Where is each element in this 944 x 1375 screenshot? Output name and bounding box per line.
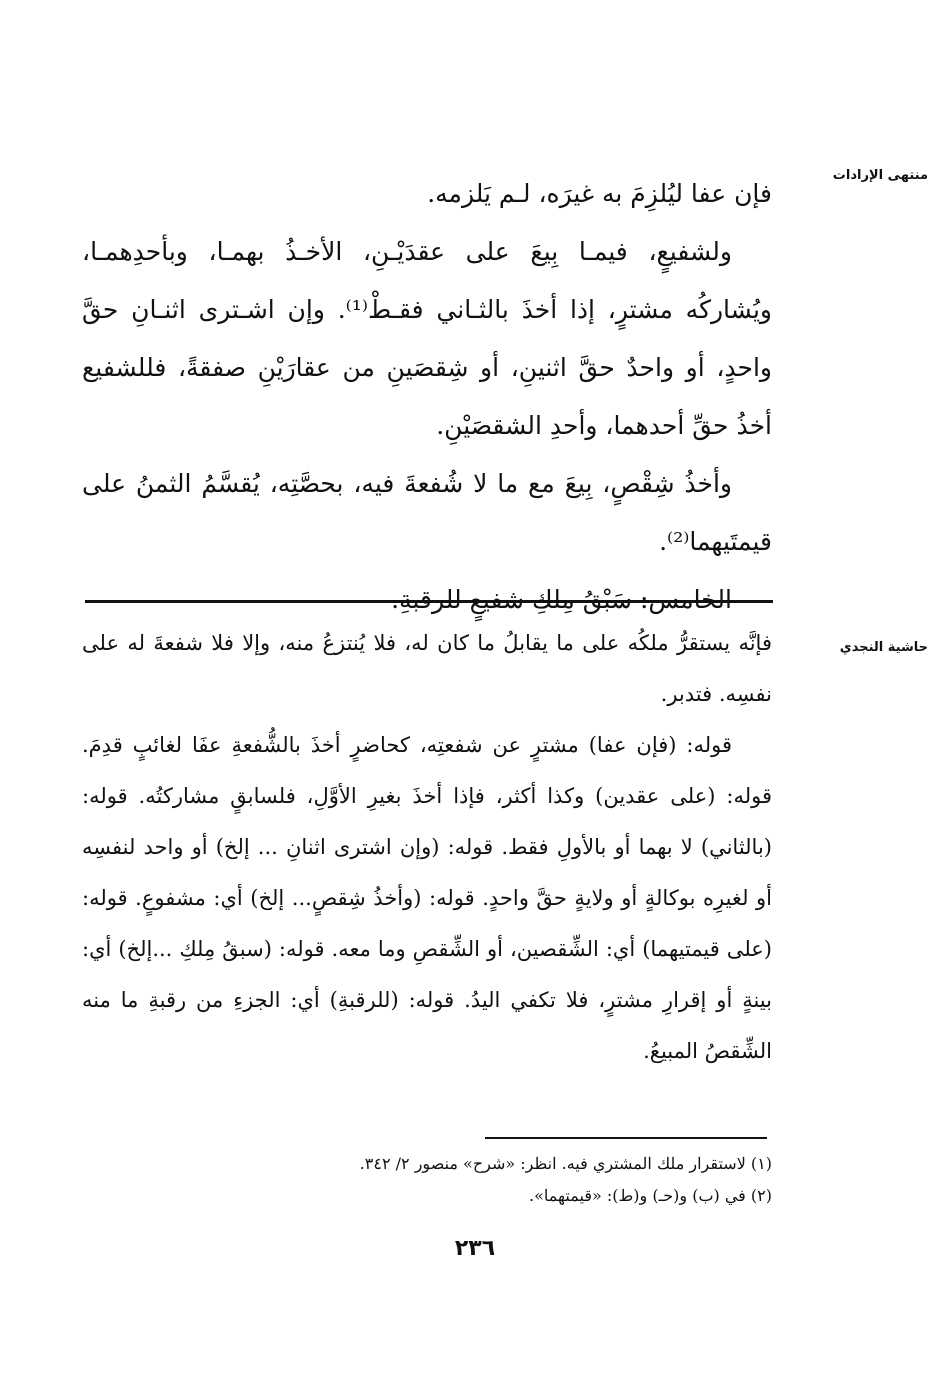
hashiya-text: [82, 618, 772, 1077]
main-paragraph-1: فإن عفا ليُلزِمَ به غيرَه، لـم يَلزمه.: [427, 179, 772, 208]
side-label-hashiya: حاشية النجدي: [839, 640, 928, 655]
main-text: [82, 165, 772, 629]
footnote-divider: [485, 1137, 767, 1139]
footnotes: [282, 1148, 772, 1212]
main-paragraph-4: الخامس: سَبْقُ مِلكِ شفيعٍ للرقبةِ.: [391, 585, 732, 614]
page-number: ٢٣٦: [454, 1236, 496, 1261]
footnote-1: (١) لاستقرار ملك المشتري فيه. انظر: «شرح» منصور ٢/ ٣٤٢.: [359, 1154, 772, 1173]
main-paragraph-3: وأخذُ شِقْصٍ، بِيعَ مع ما لا شُفعةَ فيه، بحصَّتِه، يُقسَّمُ الثمنُ على قيمتَيهما⁽²⁾.: [82, 469, 772, 556]
hashiya-paragraph-2: قوله: (فإن عفا) مشترٍ عن شفعتِه، كحاضرٍ أخذَ بالشُّفعةِ عفَا لغائبٍ قدِمَ. قوله: (على عقدين) وكذا أكثر، فإذا أخذَ بغيرِ الأوَّلِ، فلسابقٍ مشاركتُه. قوله: (بالثاني) لا بهما أو بالأولِ فقط. قوله: (وإن اشترى اثنانِ ... إلخ) أو واحد لنفسِه أو لغيرِه بوكالةٍ أو ولايةٍ حقَّ واحدٍ. قوله: (وأخذُ شِقصٍ... إلخ) أي: مشفوعٍ. قوله: (على قيمتيهما) أي: الشِّقصين، أو الشِّقصِ وما معه. قوله: (سبقُ مِلكِ ...إلخ) أي: بينةٍ أو إقرارِ مشترٍ، فلا تكفي اليدُ. قوله: (للرقبةِ) أي: الجزءِ من رقبةِ ما منه الشِّقصُ المبيعُ.: [82, 733, 772, 1063]
main-divider: [85, 600, 773, 603]
hashiya-paragraph-1: فإنَّه يستقرُّ ملكُه على ما يقابلُ ما كان له، فلا يُنتزعُ منه، وإلا فلا شفعةَ له على نفسِه. فتدبر.: [82, 631, 772, 706]
side-label-main: منتهى الإرادات: [832, 168, 928, 183]
main-paragraph-2: ولشفيعٍ، فيمـا بِيعَ على عقدَيْـنِ، الأخـذُ بهمـا، وبأحدِهمـا، ويُشاركُه مشترٍ، إذا أخذَ بالثـاني فقـطْ⁽¹⁾. وإن اشـترى اثنـانِ حقَّ واحدٍ، أو واحدٌ حقَّ اثنينِ، أو شِقصَينِ من عقارَيْنِ صفقةً، فللشفيع أخذُ حقِّ أحدهما، وأحدِ الشقصَيْنِ.: [82, 237, 772, 440]
footnote-2: (٢) في (ب) و(حـ) و(ط): «قيمتهما».: [529, 1186, 772, 1205]
